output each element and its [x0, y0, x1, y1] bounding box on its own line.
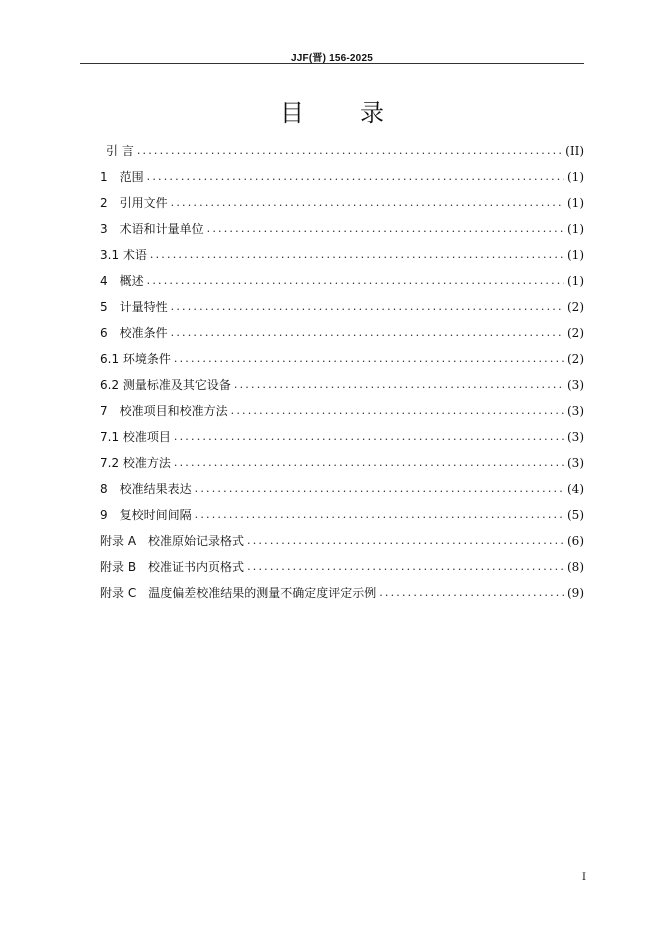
toc-leader-dots [174, 430, 564, 444]
toc-entry-label: 附录 B 校准证书内页格式 [100, 560, 245, 574]
toc-leader-dots [174, 352, 564, 366]
toc-entry-result-expression[interactable] [100, 472, 584, 498]
toc-entry-page: (3) [567, 430, 584, 444]
toc-entry-label: 附录 C 温度偏差校准结果的测量不确定度评定示例 [100, 586, 377, 600]
toc-leader-dots [171, 196, 564, 210]
toc-entry-page: (1) [567, 248, 584, 262]
toc-entry-calibration-conditions[interactable] [100, 316, 584, 342]
toc-entry-page: (1) [567, 196, 584, 210]
toc-entry-label: 3.1 术语 [100, 248, 147, 262]
toc-entry-calibration-items[interactable] [100, 420, 584, 446]
toc-entry-page: (6) [567, 534, 584, 548]
toc-entry-page: (2) [567, 326, 584, 340]
toc-entry-page: (3) [567, 378, 584, 392]
toc-leader-dots [247, 560, 564, 574]
toc-entry-recalibration-interval[interactable] [100, 498, 584, 524]
toc-leader-dots [231, 404, 564, 418]
toc-entry-appendix-b[interactable] [100, 550, 584, 576]
toc-entry-label: 9 复校时间间隔 [100, 508, 192, 522]
toc-leader-dots [379, 586, 564, 600]
toc-leader-dots [195, 482, 564, 496]
toc-leader-dots [171, 326, 564, 340]
toc-entry-page: (1) [567, 222, 584, 236]
toc-entry-calibration-items-methods[interactable] [100, 394, 584, 420]
toc-entry-terms[interactable] [100, 238, 584, 264]
toc-entry-label: 3 术语和计量单位 [100, 222, 204, 236]
toc-entry-appendix-c[interactable] [100, 576, 584, 602]
toc-entry-page: (8) [567, 560, 584, 574]
toc-entry-label: 5 计量特性 [100, 300, 168, 314]
toc-leader-dots [150, 248, 564, 262]
toc-entry-references[interactable] [100, 186, 584, 212]
toc-entry-page: (II) [565, 144, 584, 158]
toc-entry-page: (2) [567, 352, 584, 366]
toc-entry-label: 引 言 [106, 144, 134, 158]
toc-leader-dots [147, 170, 564, 184]
toc-entry-page: (3) [567, 456, 584, 470]
toc-leader-dots [147, 274, 564, 288]
toc-entry-page: (1) [567, 274, 584, 288]
toc-entry-scope[interactable] [100, 160, 584, 186]
toc-entry-label: 4 概述 [100, 274, 144, 288]
toc-entry-metrological-characteristics[interactable] [100, 290, 584, 316]
toc-leader-dots [174, 456, 564, 470]
toc-leader-dots [137, 144, 562, 158]
toc-entry-label: 1 范围 [100, 170, 144, 184]
toc-leader-dots [247, 534, 564, 548]
toc-entry-page: (1) [567, 170, 584, 184]
toc-leader-dots [207, 222, 564, 236]
toc-entry-label: 6.1 环境条件 [100, 352, 171, 366]
toc-entry-page: (5) [567, 508, 584, 522]
toc-entry-label: 7 校准项目和校准方法 [100, 404, 228, 418]
toc-entry-measurement-standards[interactable] [100, 368, 584, 394]
toc-entry-terms-units[interactable] [100, 212, 584, 238]
toc-entry-environment-conditions[interactable] [100, 342, 584, 368]
toc-entry-label: 6 校准条件 [100, 326, 168, 340]
toc-entry-label: 附录 A 校准原始记录格式 [100, 534, 245, 548]
toc-entry-page: (9) [567, 586, 584, 600]
table-of-contents [100, 134, 584, 602]
toc-entry-label: 7.2 校准方法 [100, 456, 171, 470]
toc-entry-label: 6.2 测量标准及其它设备 [100, 378, 231, 392]
toc-entry-label: 2 引用文件 [100, 196, 168, 210]
toc-entry-label: 8 校准结果表达 [100, 482, 192, 496]
header-divider [80, 63, 584, 64]
toc-entry-calibration-methods[interactable] [100, 446, 584, 472]
toc-entry-page: (2) [567, 300, 584, 314]
toc-leader-dots [171, 300, 564, 314]
toc-entry-page: (4) [567, 482, 584, 496]
toc-entry-overview[interactable] [100, 264, 584, 290]
toc-entry-label: 7.1 校准项目 [100, 430, 171, 444]
toc-entry-intro[interactable] [100, 134, 584, 160]
toc-entry-page: (3) [567, 404, 584, 418]
document-code-header: JJF(晋) 156-2025 [291, 53, 373, 64]
page-number: I [582, 872, 586, 883]
page-title: 目录 [280, 99, 440, 127]
toc-leader-dots [234, 378, 564, 392]
toc-leader-dots [195, 508, 564, 522]
toc-entry-appendix-a[interactable] [100, 524, 584, 550]
